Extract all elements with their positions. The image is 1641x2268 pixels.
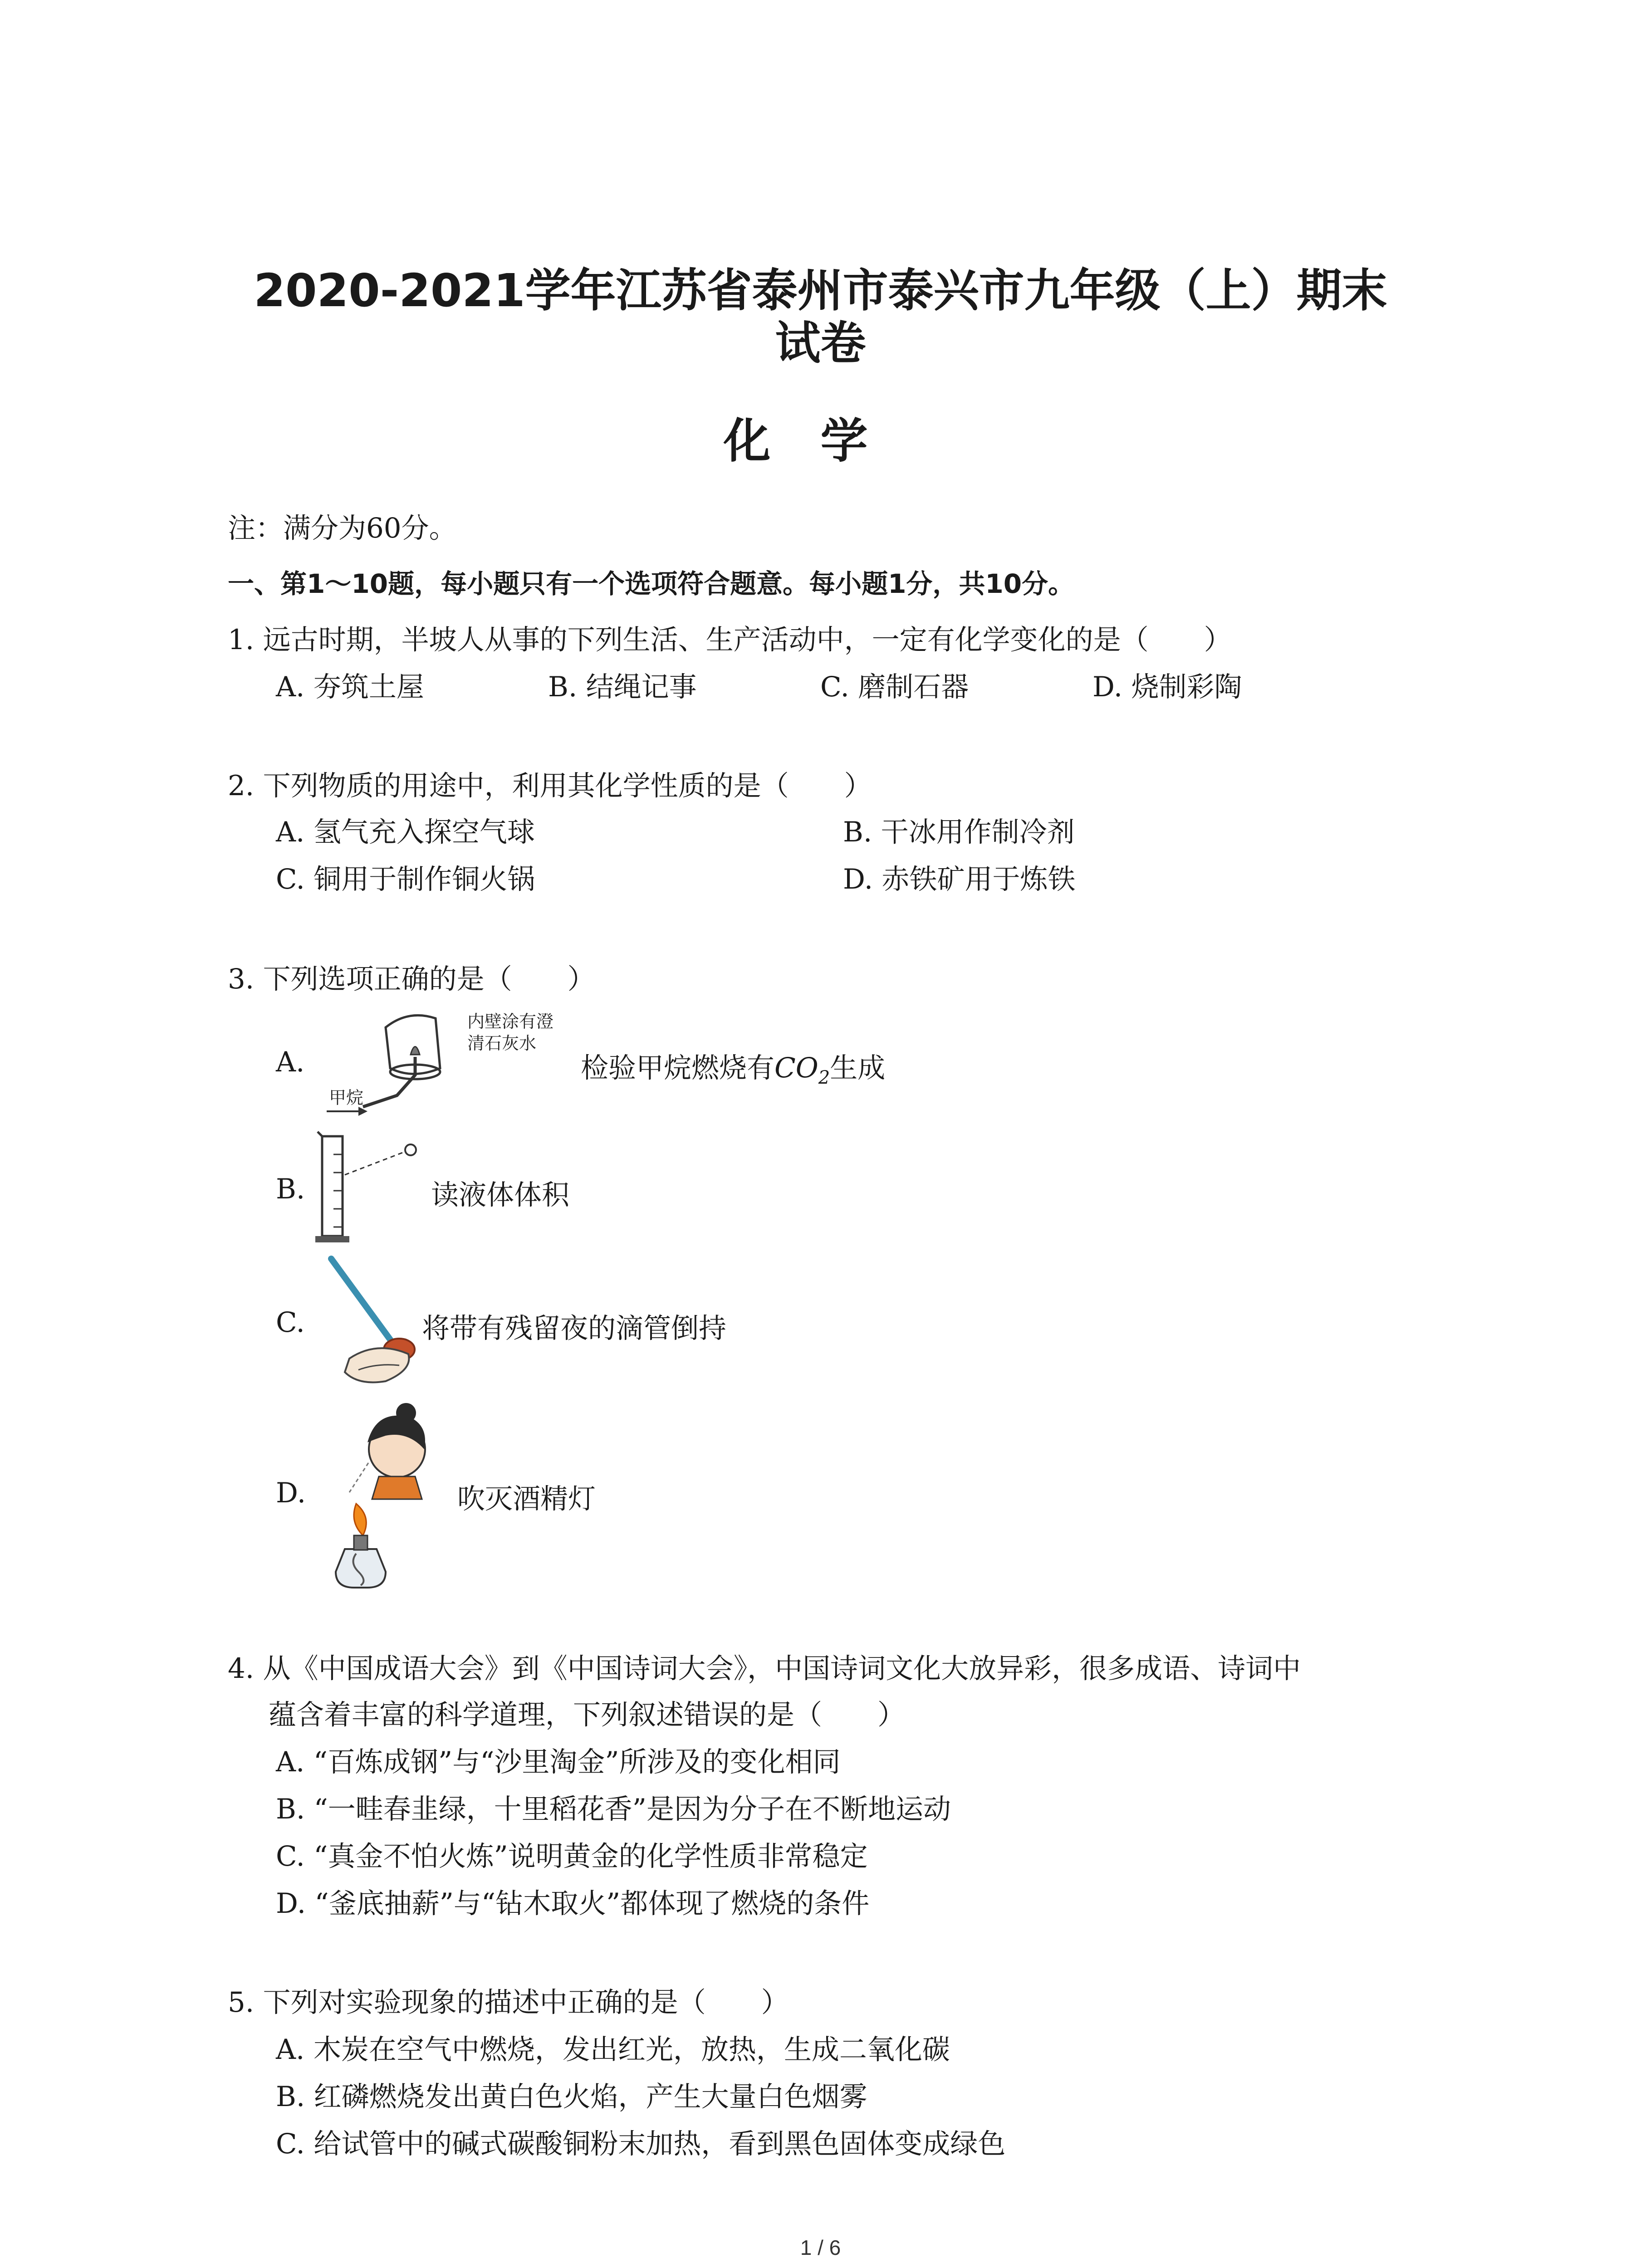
- fig-label-limewater-2: 清石灰水: [467, 1033, 537, 1053]
- dropper-figure: [318, 1250, 436, 1390]
- q2-option-c: C. 铜用于制作铜火锅: [276, 863, 535, 895]
- q5-option-b: B. 红磷燃烧发出黄白色火焰，产生大量白色烟雾: [276, 2081, 867, 2113]
- q3-option-a-letter: A.: [276, 1046, 305, 1078]
- q4-option-b: B. “一畦春韭绿，十里稻花香”是因为分子在不断地运动: [276, 1793, 951, 1825]
- q3-option-d-text: 吹灭酒精灯: [457, 1483, 596, 1515]
- q3-option-b-letter: B.: [276, 1173, 305, 1205]
- q5-option-c: C. 给试管中的碱式碳酸铜粉末加热，看到黑色固体变成绿色: [276, 2128, 1006, 2160]
- question-4-stem-line1: 4. 从《中国成语大会》到《中国诗词大会》，中国诗词文化大放异彩，很多成语、诗词中: [228, 1652, 1301, 1685]
- q4-option-d: D. “釜底抽薪”与“钻木取火”都体现了燃烧的条件: [276, 1887, 870, 1920]
- q2-option-b: B. 干冰用作制冷剂: [843, 816, 1075, 848]
- question-3-stem: 3. 下列选项正确的是（ ）: [228, 963, 595, 995]
- q3-option-c-text: 将带有残留夜的滴管倒持: [422, 1312, 727, 1344]
- fig-label-methane: 甲烷: [329, 1088, 364, 1108]
- q4-option-a: A. “百炼成钢”与“沙里淘金”所涉及的变化相同: [276, 1746, 841, 1778]
- co2-subscript: 2: [818, 1067, 830, 1088]
- alcohol-lamp-figure: [318, 1399, 463, 1594]
- question-2-stem: 2. 下列物质的用途中，利用其化学性质的是（ ）: [228, 770, 872, 802]
- q5-option-a: A. 木炭在空气中燃烧，发出红光，放热，生成二氧化碳: [276, 2033, 950, 2066]
- q3-option-a-text: [581, 1046, 885, 1088]
- graduated-cylinder-figure: [313, 1127, 426, 1250]
- question-1-stem: 1. 远古时期，半坡人从事的下列生活、生产活动中，一定有化学变化的是（ ）: [228, 624, 1232, 656]
- q4-option-c: C. “真金不怕火炼”说明黄金的化学性质非常稳定: [276, 1840, 868, 1872]
- co2-formula: CO: [774, 1052, 818, 1084]
- q1-option-c: C. 磨制石器: [820, 671, 969, 703]
- section-heading: 一、第1～10题，每小题只有一个选项符合题意。每小题1分，共10分。: [228, 568, 1075, 599]
- subject-heading: 化学: [723, 413, 918, 469]
- score-note: 注：满分为60分。: [228, 512, 457, 544]
- page-number: 1 / 6: [800, 2236, 841, 2259]
- q2-option-d: D. 赤铁矿用于炼铁: [843, 863, 1076, 895]
- q1-option-a: A. 夯筑土屋: [276, 671, 424, 703]
- q3-option-a-desc: 检验甲烷燃烧有: [581, 1052, 775, 1084]
- question-5-stem: 5. 下列对实验现象的描述中正确的是（ ）: [228, 1986, 789, 2019]
- q2-option-a: A. 氢气充入探空气球: [276, 816, 535, 848]
- exam-title-line2: 试卷: [775, 317, 866, 370]
- question-4-stem-line2: 蕴含着丰富的科学道理，下列叙述错误的是（ ）: [269, 1699, 906, 1731]
- methane-combustion-figure: [318, 1000, 581, 1123]
- q3-option-c-letter: C.: [276, 1306, 305, 1339]
- q1-option-d: D. 烧制彩陶: [1092, 671, 1242, 703]
- q3-option-a-suffix: 生成: [830, 1052, 886, 1084]
- exam-title-line1: 2020-2021学年江苏省泰州市泰兴市九年级（上）期末: [254, 264, 1387, 317]
- fig-label-limewater-1: 内壁涂有澄: [467, 1012, 554, 1031]
- q3-option-d-letter: D.: [276, 1477, 306, 1509]
- q3-option-b-text: 读液体体积: [431, 1179, 570, 1211]
- q1-option-b: B. 结绳记事: [548, 671, 697, 703]
